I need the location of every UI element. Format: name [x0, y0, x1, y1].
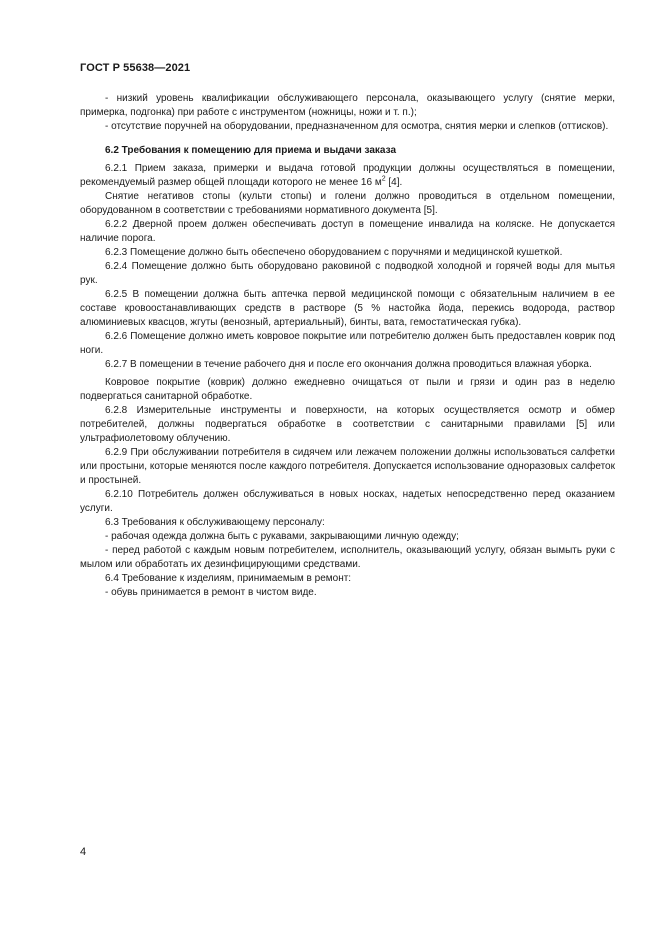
- paragraph: 6.2.7 В помещении в течение рабочего дня и после его окончания должна проводиться влажная уборка.: [105, 359, 592, 370]
- paragraph: 6.2.4 Помещение должно быть оборудовано раковиной с подводкой холодной и горячей воды для мытья рук.: [80, 261, 615, 286]
- list-item: - обувь принимается в ремонт в чистом виде.: [105, 587, 317, 598]
- paragraph: - низкий уровень квалификации обслуживающего персонала, оказывающего услугу (снятие мерки, примерка, подгонка) при работе с инструментом (ножницы, ножи и т. п.);: [80, 93, 615, 118]
- paragraph: 6.3 Требования к обслуживающему персоналу:: [105, 517, 325, 528]
- paragraph-text: [4].: [385, 177, 403, 188]
- paragraph-text: 6.2.1 Прием заказа, примерки и выдача готовой продукции должны осуществляться в помещении, рекомендуемый размер общей площади которого не менее 16 м: [80, 163, 615, 188]
- document-body: [80, 92, 615, 600]
- page-number: 4: [80, 846, 87, 858]
- paragraph: Ковровое покрытие (коврик) должно ежедневно очищаться от пыли и грязи и один раз в неделю подвергаться санитарной обработке.: [80, 377, 615, 402]
- paragraph: 6.2.3 Помещение должно быть обеспечено оборудованием с поручнями и медицинской кушеткой.: [105, 247, 563, 258]
- paragraph: Снятие негативов стопы (культи стопы) и голени должно проводиться в отдельном помещении, оборудованном в соответствии с требованиями нормативного документа [5].: [80, 191, 615, 216]
- paragraph: 6.2.9 При обслуживании потребителя в сидячем или лежачем положении должны использоваться салфетки или простыни, которые меняются после каждого потребителя. Допускается использование одноразовых салфеток и простыней.: [80, 447, 615, 486]
- superscript: 2: [381, 175, 386, 183]
- paragraph: - отсутствие поручней на оборудовании, предназначенном для осмотра, снятия мерки и слепков (оттисков).: [105, 121, 609, 132]
- paragraph: 6.2.6 Помещение должно иметь ковровое покрытие или потребителю должен быть предоставлен коврик под ноги.: [80, 331, 615, 356]
- section-heading: 6.2 Требования к помещению для приема и выдачи заказа: [105, 145, 397, 156]
- paragraph: 6.2.10 Потребитель должен обслуживаться в новых носках, надетых непосредственно перед оказанием услуги.: [80, 489, 615, 514]
- list-item: - перед работой с каждым новым потребителем, исполнитель, оказывающий услугу, обязан вымыть руки с мылом или обработать их дезинфицирующими средствами.: [80, 545, 615, 570]
- paragraph: 6.2.2 Дверной проем должен обеспечивать доступ в помещение инвалида на коляске. Не допускается наличие порога.: [80, 219, 615, 244]
- paragraph: 6.2.8 Измерительные инструменты и поверхности, на которых осуществляется осмотр и обмер потребителей, должны подвергаться обработке в соответствии с санитарными правилами [5] или ультрафиолетовому облучению.: [80, 405, 615, 444]
- paragraph: 6.2.5 В помещении должна быть аптечка первой медицинской помощи с обязательным наличием в ее составе кровоостанавливающих средств в растворе (5 % настойка йода, перекись водорода, раствор алюминиевых квасцов, жгуты (венозный, артериальный), бинты, вата, гемостатическая губка).: [80, 289, 615, 328]
- list-item: - рабочая одежда должна быть с рукавами, закрывающими личную одежду;: [105, 531, 459, 542]
- paragraph: 6.4 Требование к изделиям, принимаемым в ремонт:: [105, 573, 352, 584]
- document-header: ГОСТ Р 55638—2021: [80, 62, 191, 74]
- paragraph: [80, 162, 615, 190]
